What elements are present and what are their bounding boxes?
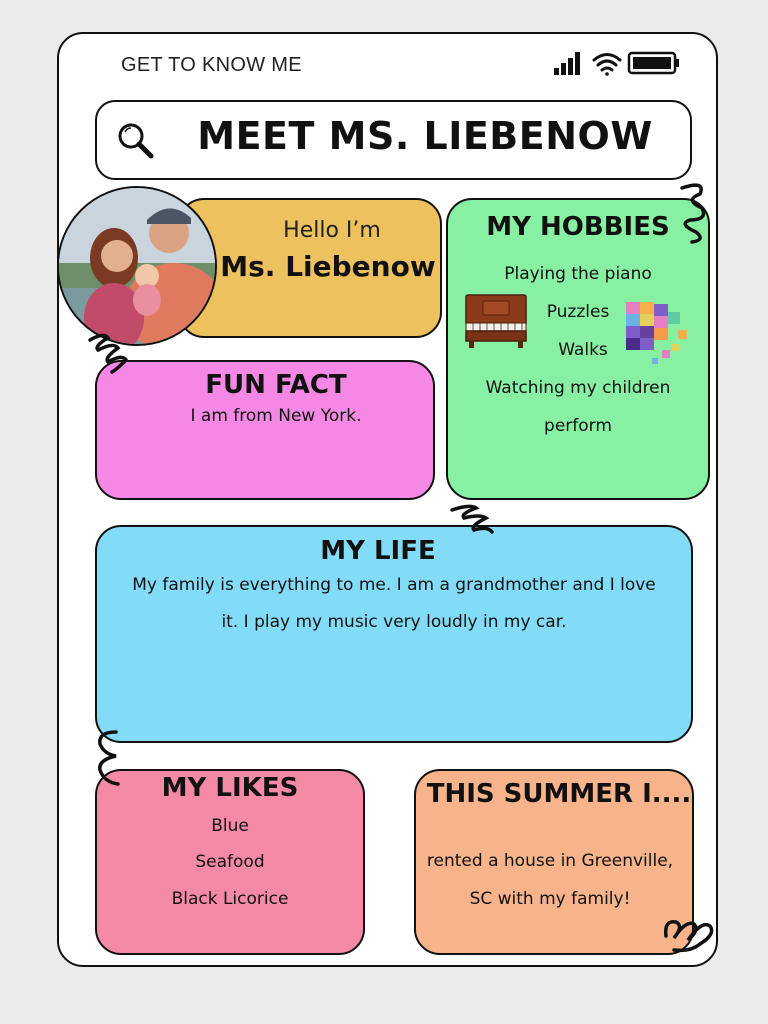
puzzle-icon — [622, 298, 692, 368]
wifi-icon — [594, 55, 620, 76]
like-item: Seafood — [195, 852, 265, 872]
summer-heading: THIS SUMMER I.... — [426, 779, 692, 809]
piano-icon — [463, 293, 529, 349]
hobby-item: perform — [544, 416, 612, 436]
search-icon[interactable] — [113, 118, 159, 164]
my-life-text-line: My family is everything to me. I am a grandmother and I love — [132, 575, 656, 595]
squiggle-icon — [660, 906, 718, 956]
summer-text-line: rented a house in Greenville, — [426, 851, 674, 871]
squiggle-icon — [84, 330, 132, 376]
like-item: Black Licorice — [171, 889, 289, 909]
hobbies-heading: MY HOBBIES — [486, 212, 670, 242]
squiggle-icon — [88, 726, 128, 790]
teacher-name: Ms. Liebenow — [220, 250, 436, 283]
greeting-text: Hello I’m — [283, 218, 381, 243]
hobby-item: Puzzles — [546, 302, 610, 322]
my-life-text-line: it. I play my music very loudly in my car. — [221, 612, 567, 632]
signal-icon — [554, 52, 580, 75]
my-likes-heading: MY LIKES — [161, 773, 299, 803]
my-life-heading: MY LIFE — [320, 536, 436, 566]
fun-fact-heading: FUN FACT — [205, 370, 347, 400]
hobby-item: Playing the piano — [504, 264, 652, 284]
hobby-item: Watching my children — [485, 378, 671, 398]
status-label: GET TO KNOW ME — [121, 54, 302, 76]
squiggle-icon — [446, 502, 496, 538]
summer-text-line: SC with my family! — [469, 889, 631, 909]
battery-icon — [629, 53, 679, 73]
profile-photo — [57, 186, 217, 346]
like-item: Blue — [211, 816, 249, 836]
fun-fact-text: I am from New York. — [190, 406, 362, 426]
page-title: MEET MS. LIEBENOW — [197, 114, 653, 158]
status-icons — [552, 50, 682, 78]
squiggle-icon — [672, 180, 712, 246]
hobby-item: Walks — [558, 340, 608, 360]
